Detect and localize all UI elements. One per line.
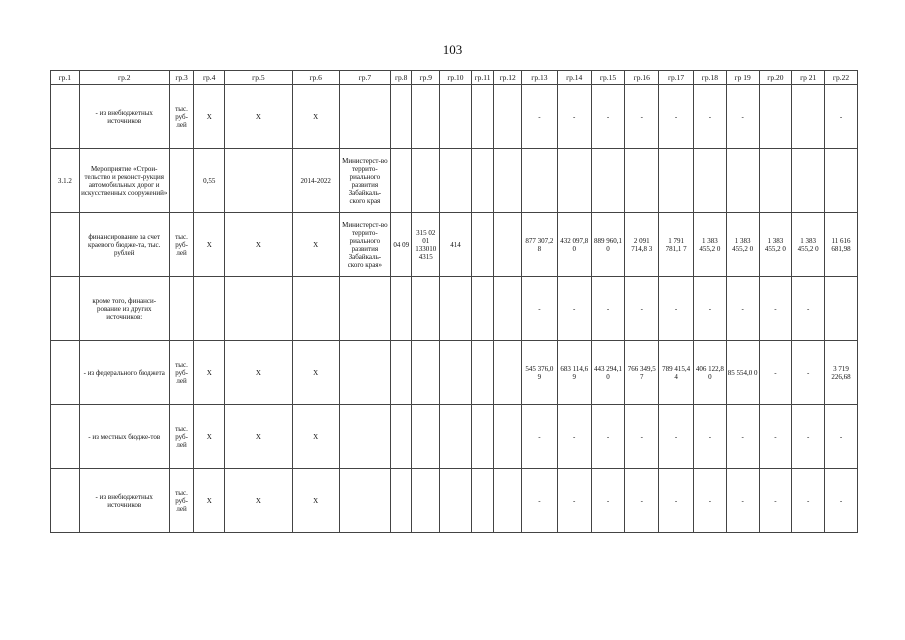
table-cell	[494, 149, 522, 213]
table-cell: X	[225, 213, 293, 277]
table-cell: X	[225, 85, 293, 149]
table-cell: - из федерального бюджета	[79, 341, 169, 405]
table-cell: 315 02 01 133010 4315	[412, 213, 440, 277]
table-body	[51, 71, 858, 533]
table-cell	[440, 469, 472, 533]
column-header: гр.14	[557, 71, 591, 85]
table-cell: тыс. руб-лей	[169, 213, 194, 277]
table-row	[51, 213, 858, 277]
table-cell: X	[194, 341, 225, 405]
table-cell	[390, 149, 412, 213]
column-header: гр.3	[169, 71, 194, 85]
table-cell: 877 307,2 8	[521, 213, 557, 277]
column-header: гр.7	[339, 71, 390, 85]
table-cell	[390, 85, 412, 149]
table-cell	[625, 149, 659, 213]
table-cell	[194, 277, 225, 341]
column-header: гр.1	[51, 71, 80, 85]
table-cell: 2 091 714,8 3	[625, 213, 659, 277]
table-cell	[169, 277, 194, 341]
column-header: гр.18	[693, 71, 726, 85]
table-cell: -	[521, 277, 557, 341]
table-cell: -	[726, 85, 759, 149]
table-cell: - из местных бюдже-тов	[79, 405, 169, 469]
table-cell	[412, 341, 440, 405]
table-cell: 0,55	[194, 149, 225, 213]
table-cell	[51, 85, 80, 149]
table-cell: -	[521, 85, 557, 149]
table-cell	[51, 341, 80, 405]
table-cell: 11 616 681,98	[825, 213, 858, 277]
table-cell	[557, 149, 591, 213]
table-cell: -	[557, 277, 591, 341]
table-cell	[440, 85, 472, 149]
table-cell: -	[693, 85, 726, 149]
table-cell: X	[225, 405, 293, 469]
table-cell	[759, 149, 792, 213]
column-header: гр.9	[412, 71, 440, 85]
column-header: гр.15	[591, 71, 625, 85]
table-cell: -	[659, 85, 694, 149]
table-cell	[494, 85, 522, 149]
table-cell: -	[557, 85, 591, 149]
column-header: гр.2	[79, 71, 169, 85]
table-cell: - из внебюджетных источников	[79, 85, 169, 149]
table-row	[51, 149, 858, 213]
table-cell: -	[625, 469, 659, 533]
table-cell	[292, 277, 339, 341]
table-cell	[390, 341, 412, 405]
column-header: гр.5	[225, 71, 293, 85]
table-cell: -	[625, 277, 659, 341]
table-cell	[792, 85, 825, 149]
table-cell: тыс. руб-лей	[169, 85, 194, 149]
table-cell	[494, 405, 522, 469]
table-cell	[169, 149, 194, 213]
table-cell: -	[591, 85, 625, 149]
table-cell: X	[225, 469, 293, 533]
table-cell: -	[693, 405, 726, 469]
table-cell	[390, 405, 412, 469]
table-cell: X	[292, 213, 339, 277]
table-cell: 1 383 455,2 0	[726, 213, 759, 277]
table-row	[51, 277, 858, 341]
table-cell: 432 097,8 0	[557, 213, 591, 277]
table-cell: -	[625, 405, 659, 469]
table-cell	[494, 213, 522, 277]
table-cell: X	[292, 341, 339, 405]
table-cell	[440, 405, 472, 469]
header-row	[51, 71, 858, 85]
table-cell: 406 122,8 0	[693, 341, 726, 405]
table-cell: тыс. руб-лей	[169, 469, 194, 533]
table-cell: 85 554,0 0	[726, 341, 759, 405]
table-cell: -	[693, 469, 726, 533]
table-cell: 1 383 455,2 0	[792, 213, 825, 277]
table-row	[51, 469, 858, 533]
table-cell	[440, 149, 472, 213]
table-cell	[412, 469, 440, 533]
table-cell: -	[521, 405, 557, 469]
table-row	[51, 341, 858, 405]
table-cell	[759, 85, 792, 149]
table-cell	[225, 277, 293, 341]
column-header: гр 21	[792, 71, 825, 85]
table-cell: -	[521, 469, 557, 533]
table-cell: -	[759, 341, 792, 405]
table-cell: -	[792, 469, 825, 533]
table-cell	[471, 277, 494, 341]
column-header: гр.8	[390, 71, 412, 85]
table-cell: -	[659, 405, 694, 469]
table-cell	[591, 149, 625, 213]
table-cell: -	[792, 277, 825, 341]
table-cell: 1 383 455,2 0	[759, 213, 792, 277]
table-cell	[225, 149, 293, 213]
column-header: гр.22	[825, 71, 858, 85]
table-cell	[471, 85, 494, 149]
table-cell	[51, 405, 80, 469]
table-cell	[412, 85, 440, 149]
table-cell: -	[625, 85, 659, 149]
table-cell: -	[659, 469, 694, 533]
table-cell: -	[591, 469, 625, 533]
table-cell	[521, 149, 557, 213]
column-header: гр.20	[759, 71, 792, 85]
column-header: гр.13	[521, 71, 557, 85]
table-cell	[659, 149, 694, 213]
table-cell: -	[659, 277, 694, 341]
table-cell	[471, 149, 494, 213]
table-row	[51, 405, 858, 469]
table-cell: Мероприятие «Строи-тельство и реконст-рукция автомобильных дорог и искусственных сооружений»	[79, 149, 169, 213]
table-cell	[693, 149, 726, 213]
column-header: гр.11	[471, 71, 494, 85]
table-cell	[792, 149, 825, 213]
table-cell: Министерст-во террито-риального развития Забайкаль-ского края	[339, 149, 390, 213]
table-cell: X	[292, 405, 339, 469]
table-cell: -	[792, 341, 825, 405]
table-cell	[339, 469, 390, 533]
table-cell	[471, 213, 494, 277]
table-cell: X	[292, 85, 339, 149]
column-header: гр.12	[494, 71, 522, 85]
table-cell: 766 349,5 7	[625, 341, 659, 405]
table-cell: тыс. руб-лей	[169, 405, 194, 469]
table-cell	[339, 405, 390, 469]
table-cell: -	[759, 277, 792, 341]
table-cell: 789 415,4 4	[659, 341, 694, 405]
table-cell: X	[194, 469, 225, 533]
column-header: гр.10	[440, 71, 472, 85]
table-cell	[339, 85, 390, 149]
table-cell	[51, 213, 80, 277]
table-cell	[494, 277, 522, 341]
table-cell: 889 960,1 0	[591, 213, 625, 277]
table-cell: 1 383 455,2 0	[693, 213, 726, 277]
table-cell	[825, 277, 858, 341]
table-cell: - из внебюджетных источников	[79, 469, 169, 533]
table-cell: 3.1.2	[51, 149, 80, 213]
table-cell	[440, 341, 472, 405]
table-cell: -	[591, 405, 625, 469]
table-cell	[412, 405, 440, 469]
table-cell: -	[726, 469, 759, 533]
table-cell: -	[759, 469, 792, 533]
table-cell: X	[194, 85, 225, 149]
table-cell: 1 791 781,1 7	[659, 213, 694, 277]
table-cell: 414	[440, 213, 472, 277]
table-cell: -	[825, 85, 858, 149]
table-cell: 545 376,0 9	[521, 341, 557, 405]
table-cell: -	[557, 405, 591, 469]
table-cell	[825, 149, 858, 213]
table-cell: -	[759, 405, 792, 469]
table-cell: -	[557, 469, 591, 533]
column-header: гр.6	[292, 71, 339, 85]
table-cell	[440, 277, 472, 341]
table-cell: -	[726, 405, 759, 469]
column-header: гр.17	[659, 71, 694, 85]
table-cell	[412, 277, 440, 341]
table-cell	[51, 469, 80, 533]
table-cell	[339, 341, 390, 405]
table-cell: тыс. руб-лей	[169, 341, 194, 405]
table-cell: -	[792, 405, 825, 469]
table-cell	[494, 469, 522, 533]
table-cell: 443 294,1 0	[591, 341, 625, 405]
table-cell: X	[225, 341, 293, 405]
table-cell: X	[292, 469, 339, 533]
table-cell: -	[825, 405, 858, 469]
table-cell: -	[825, 469, 858, 533]
table-cell	[51, 277, 80, 341]
column-header: гр 19	[726, 71, 759, 85]
page-number: 103	[442, 42, 463, 57]
table-cell: -	[693, 277, 726, 341]
table-cell	[412, 149, 440, 213]
table-cell: Министерст-во террито-риального развития Забайкаль-ского края»	[339, 213, 390, 277]
table-cell	[339, 277, 390, 341]
table-cell: 2014-2022	[292, 149, 339, 213]
column-header: гр.16	[625, 71, 659, 85]
table-cell: 3 719 226,68	[825, 341, 858, 405]
table-cell	[390, 277, 412, 341]
table-cell: 683 114,6 9	[557, 341, 591, 405]
table-cell: -	[726, 277, 759, 341]
table-cell: X	[194, 405, 225, 469]
table-cell	[494, 341, 522, 405]
table-cell: -	[591, 277, 625, 341]
table-cell	[471, 405, 494, 469]
table-cell	[726, 149, 759, 213]
table-cell	[390, 469, 412, 533]
table-cell: 04 09	[390, 213, 412, 277]
column-header: гр.4	[194, 71, 225, 85]
table-row	[51, 85, 858, 149]
table-cell: финансирование за счет краевого бюдже-та, тыс. рублей	[79, 213, 169, 277]
table-cell: X	[194, 213, 225, 277]
table-cell: кроме того, финанси-рование из других источников:	[79, 277, 169, 341]
budget-table	[50, 70, 858, 533]
table-cell	[471, 341, 494, 405]
table-cell	[471, 469, 494, 533]
